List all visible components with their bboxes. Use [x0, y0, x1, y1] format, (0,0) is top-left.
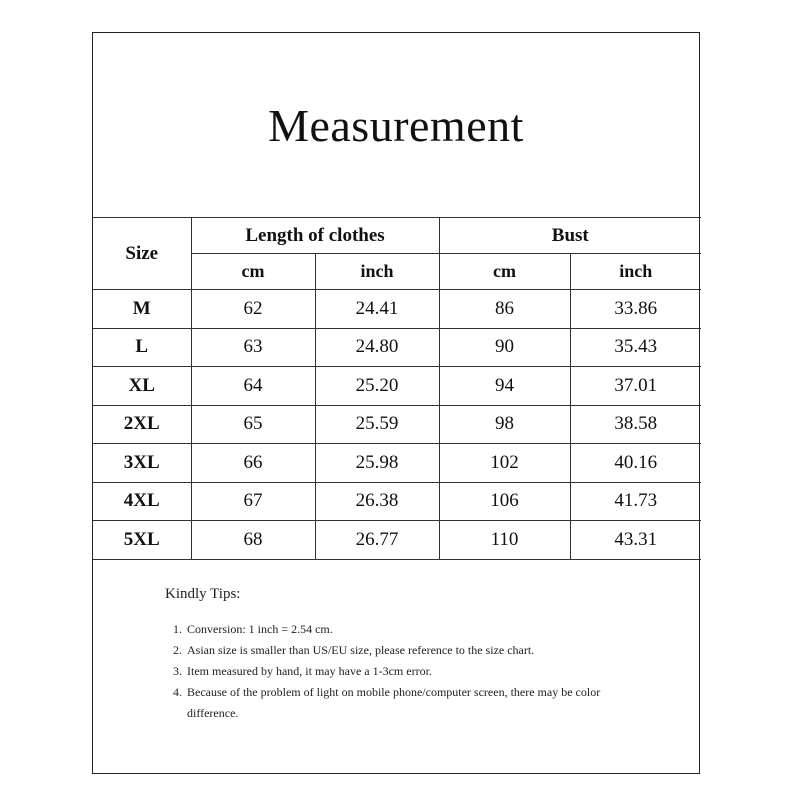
bust-inch-cell: 41.73	[570, 482, 701, 521]
size-column-header: Size	[93, 218, 191, 290]
size-cell: 4XL	[93, 482, 191, 521]
unit-header: inch	[570, 254, 701, 290]
length-inch-cell: 26.77	[315, 521, 439, 560]
bust-inch-cell: 43.31	[570, 521, 701, 560]
size-chart-table	[93, 217, 701, 560]
tips-list	[165, 619, 635, 724]
tip-item: 1. Conversion: 1 inch = 2.54 cm.	[185, 619, 635, 640]
tip-item: 3. Item measured by hand, it may have a 1-3cm error.	[185, 661, 635, 682]
tips-heading: Kindly Tips:	[165, 586, 241, 602]
bust-cm-cell: 98	[439, 405, 570, 444]
length-group-header: Length of clothes	[191, 218, 439, 254]
table-row	[93, 367, 701, 406]
size-cell: XL	[93, 367, 191, 406]
length-inch-cell: 24.41	[315, 290, 439, 329]
length-cm-cell: 64	[191, 367, 315, 406]
bust-group-header: Bust	[439, 218, 701, 254]
length-inch-cell: 25.59	[315, 405, 439, 444]
size-cell: 2XL	[93, 405, 191, 444]
length-inch-cell: 25.98	[315, 444, 439, 483]
tip-item: 4. Because of the problem of light on mobile phone/computer screen, there may be color difference.	[185, 682, 635, 724]
kindly-tips	[165, 586, 635, 724]
tip-item: 2. Asian size is smaller than US/EU size, please reference to the size chart.	[185, 640, 635, 661]
bust-inch-cell: 33.86	[570, 290, 701, 329]
size-cell: 3XL	[93, 444, 191, 483]
unit-header: inch	[315, 254, 439, 290]
bust-cm-cell: 94	[439, 367, 570, 406]
length-cm-cell: 65	[191, 405, 315, 444]
size-cell: 5XL	[93, 521, 191, 560]
bust-inch-cell: 40.16	[570, 444, 701, 483]
length-inch-cell: 24.80	[315, 328, 439, 367]
length-cm-cell: 68	[191, 521, 315, 560]
bust-cm-cell: 110	[439, 521, 570, 560]
bust-inch-cell: 35.43	[570, 328, 701, 367]
length-cm-cell: 63	[191, 328, 315, 367]
bust-cm-cell: 90	[439, 328, 570, 367]
table-row	[93, 444, 701, 483]
unit-header: cm	[191, 254, 315, 290]
length-inch-cell: 25.20	[315, 367, 439, 406]
length-cm-cell: 66	[191, 444, 315, 483]
length-inch-cell: 26.38	[315, 482, 439, 521]
unit-header: cm	[439, 254, 570, 290]
table-row	[93, 521, 701, 560]
measurement-card	[92, 32, 700, 774]
length-cm-cell: 62	[191, 290, 315, 329]
length-cm-cell: 67	[191, 482, 315, 521]
table-header-row	[93, 218, 701, 254]
bust-cm-cell: 102	[439, 444, 570, 483]
page-title: Measurement	[268, 100, 524, 151]
table-row	[93, 328, 701, 367]
size-cell: M	[93, 290, 191, 329]
size-cell: L	[93, 328, 191, 367]
table-row	[93, 290, 701, 329]
table-row	[93, 482, 701, 521]
table-row	[93, 405, 701, 444]
bust-cm-cell: 106	[439, 482, 570, 521]
bust-cm-cell: 86	[439, 290, 570, 329]
bust-inch-cell: 37.01	[570, 367, 701, 406]
bust-inch-cell: 38.58	[570, 405, 701, 444]
